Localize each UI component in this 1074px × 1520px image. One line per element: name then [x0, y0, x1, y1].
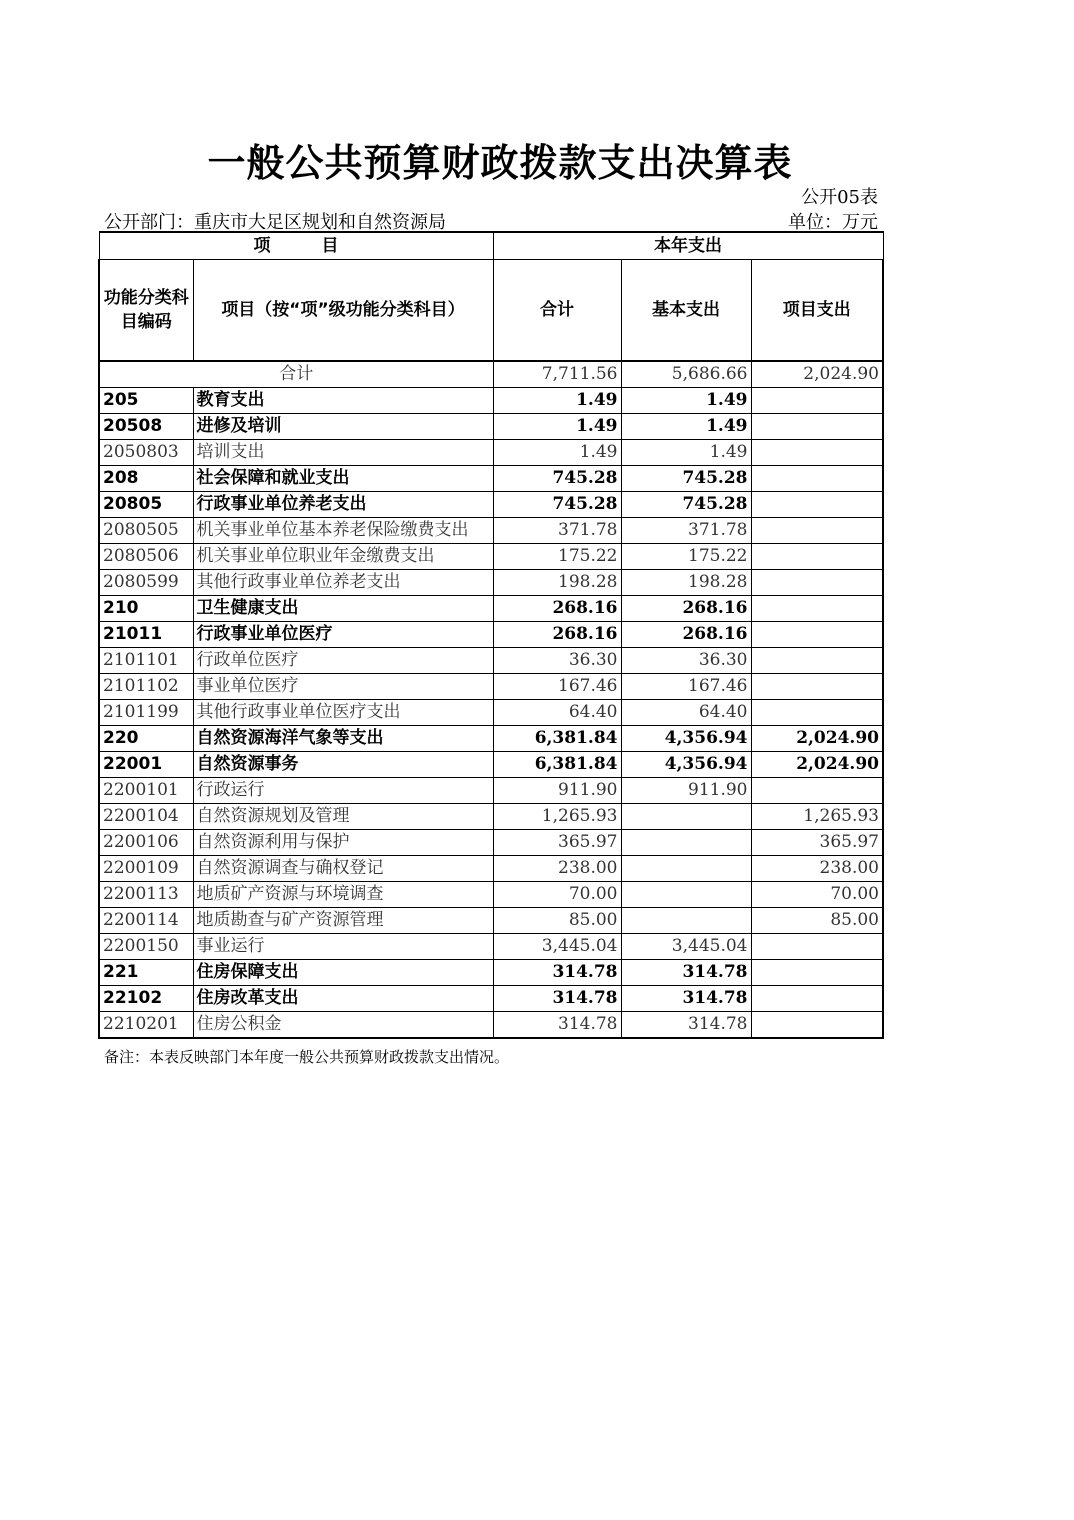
row-total: 238.00	[493, 856, 621, 882]
row-code: 22102	[99, 986, 193, 1012]
row-basic	[621, 908, 751, 934]
table-row	[99, 622, 883, 648]
row-name: 卫生健康支出	[193, 596, 493, 622]
table-row	[99, 492, 883, 518]
header-current-year: 本年支出	[493, 232, 883, 260]
row-basic: 3,445.04	[621, 934, 751, 960]
row-name: 教育支出	[193, 388, 493, 414]
row-code: 21011	[99, 622, 193, 648]
row-total: 314.78	[493, 960, 621, 986]
row-total: 167.46	[493, 674, 621, 700]
row-name: 行政事业单位养老支出	[193, 492, 493, 518]
row-name: 住房保障支出	[193, 960, 493, 986]
table-row	[99, 466, 883, 492]
row-basic: 745.28	[621, 466, 751, 492]
expenditure-table	[98, 231, 884, 1039]
header-basic: 基本支出	[621, 260, 751, 362]
total-label: 合计	[99, 361, 493, 388]
row-name: 自然资源事务	[193, 752, 493, 778]
row-total: 745.28	[493, 466, 621, 492]
row-total: 1.49	[493, 414, 621, 440]
row-total: 371.78	[493, 518, 621, 544]
page-title: 一般公共预算财政拨款支出决算表	[207, 141, 793, 185]
row-name: 培训支出	[193, 440, 493, 466]
row-total: 1.49	[493, 388, 621, 414]
total-total: 7,711.56	[493, 361, 621, 388]
row-basic: 4,356.94	[621, 726, 751, 752]
row-code: 2101199	[99, 700, 193, 726]
table-row	[99, 674, 883, 700]
row-code: 20805	[99, 492, 193, 518]
row-project	[751, 934, 883, 960]
row-basic: 911.90	[621, 778, 751, 804]
row-basic: 198.28	[621, 570, 751, 596]
row-name: 自然资源调查与确权登记	[193, 856, 493, 882]
header-row-1	[99, 232, 883, 260]
row-name: 事业单位医疗	[193, 674, 493, 700]
row-total: 745.28	[493, 492, 621, 518]
table-row	[99, 856, 883, 882]
table-row	[99, 960, 883, 986]
department-label: 公开部门：重庆市大足区规划和自然资源局	[104, 212, 446, 233]
row-name: 其他行政事业单位养老支出	[193, 570, 493, 596]
table-row	[99, 934, 883, 960]
total-basic: 5,686.66	[621, 361, 751, 388]
row-code: 221	[99, 960, 193, 986]
row-basic	[621, 804, 751, 830]
row-name: 进修及培训	[193, 414, 493, 440]
row-project: 1,265.93	[751, 804, 883, 830]
total-row	[99, 361, 883, 388]
row-project: 85.00	[751, 908, 883, 934]
row-code: 2200150	[99, 934, 193, 960]
row-total: 3,445.04	[493, 934, 621, 960]
row-code: 2101102	[99, 674, 193, 700]
unit-label: 单位：万元	[788, 212, 878, 233]
row-total: 314.78	[493, 1012, 621, 1039]
row-code: 2080599	[99, 570, 193, 596]
row-total: 1.49	[493, 440, 621, 466]
row-code: 2101101	[99, 648, 193, 674]
header-item-group: 项 目	[99, 232, 493, 260]
row-name: 行政事业单位医疗	[193, 622, 493, 648]
row-project	[751, 544, 883, 570]
row-basic: 1.49	[621, 414, 751, 440]
row-basic	[621, 830, 751, 856]
row-code: 2050803	[99, 440, 193, 466]
row-project	[751, 1012, 883, 1039]
row-basic: 314.78	[621, 986, 751, 1012]
table-body	[99, 388, 883, 1039]
row-project	[751, 388, 883, 414]
row-name: 事业运行	[193, 934, 493, 960]
row-name: 自然资源利用与保护	[193, 830, 493, 856]
table-row	[99, 544, 883, 570]
row-name: 社会保障和就业支出	[193, 466, 493, 492]
table-row	[99, 570, 883, 596]
footnote: 备注：本表反映部门本年度一般公共预算财政拨款支出情况。	[104, 1048, 510, 1066]
row-total: 175.22	[493, 544, 621, 570]
table-row	[99, 1012, 883, 1039]
row-name: 行政运行	[193, 778, 493, 804]
row-name: 住房公积金	[193, 1012, 493, 1039]
row-code: 2080505	[99, 518, 193, 544]
row-basic: 268.16	[621, 596, 751, 622]
row-name: 其他行政事业单位医疗支出	[193, 700, 493, 726]
table-row	[99, 440, 883, 466]
form-number: 公开05表	[801, 187, 878, 208]
row-project	[751, 986, 883, 1012]
table-row	[99, 648, 883, 674]
row-name: 自然资源海洋气象等支出	[193, 726, 493, 752]
table-row	[99, 596, 883, 622]
header-row-2	[99, 260, 883, 362]
row-name: 机关事业单位基本养老保险缴费支出	[193, 518, 493, 544]
row-project	[751, 674, 883, 700]
row-project	[751, 570, 883, 596]
row-total: 268.16	[493, 622, 621, 648]
row-project: 2,024.90	[751, 726, 883, 752]
row-project	[751, 622, 883, 648]
row-total: 268.16	[493, 596, 621, 622]
row-basic: 1.49	[621, 440, 751, 466]
row-project	[751, 596, 883, 622]
row-basic	[621, 856, 751, 882]
row-basic: 314.78	[621, 960, 751, 986]
row-project: 238.00	[751, 856, 883, 882]
row-code: 22001	[99, 752, 193, 778]
row-project	[751, 960, 883, 986]
row-basic: 314.78	[621, 1012, 751, 1039]
header-name: 项目（按“项”级功能分类科目）	[193, 260, 493, 362]
row-project	[751, 466, 883, 492]
row-basic: 64.40	[621, 700, 751, 726]
row-project: 2,024.90	[751, 752, 883, 778]
row-basic: 4,356.94	[621, 752, 751, 778]
table-row	[99, 518, 883, 544]
row-code: 2080506	[99, 544, 193, 570]
header-project: 项目支出	[751, 260, 883, 362]
table-row	[99, 752, 883, 778]
row-project: 70.00	[751, 882, 883, 908]
table-row	[99, 830, 883, 856]
row-name: 自然资源规划及管理	[193, 804, 493, 830]
row-code: 208	[99, 466, 193, 492]
row-name: 行政单位医疗	[193, 648, 493, 674]
row-name: 机关事业单位职业年金缴费支出	[193, 544, 493, 570]
row-code: 2200106	[99, 830, 193, 856]
row-total: 911.90	[493, 778, 621, 804]
table-row	[99, 388, 883, 414]
row-code: 2200114	[99, 908, 193, 934]
row-project: 365.97	[751, 830, 883, 856]
row-total: 70.00	[493, 882, 621, 908]
row-project	[751, 778, 883, 804]
table-row	[99, 908, 883, 934]
row-total: 314.78	[493, 986, 621, 1012]
table-row	[99, 986, 883, 1012]
row-basic: 745.28	[621, 492, 751, 518]
row-basic: 167.46	[621, 674, 751, 700]
row-total: 6,381.84	[493, 752, 621, 778]
row-name: 地质勘查与矿产资源管理	[193, 908, 493, 934]
row-project	[751, 648, 883, 674]
row-project	[751, 518, 883, 544]
table-row	[99, 778, 883, 804]
row-code: 2200109	[99, 856, 193, 882]
row-project	[751, 414, 883, 440]
row-total: 1,265.93	[493, 804, 621, 830]
row-basic: 1.49	[621, 388, 751, 414]
row-total: 198.28	[493, 570, 621, 596]
table-row	[99, 882, 883, 908]
row-code: 2200104	[99, 804, 193, 830]
row-basic	[621, 882, 751, 908]
row-total: 36.30	[493, 648, 621, 674]
row-basic: 371.78	[621, 518, 751, 544]
row-name: 住房改革支出	[193, 986, 493, 1012]
table-row	[99, 804, 883, 830]
row-basic: 36.30	[621, 648, 751, 674]
table-row	[99, 414, 883, 440]
table-row	[99, 700, 883, 726]
row-project	[751, 700, 883, 726]
row-name: 地质矿产资源与环境调查	[193, 882, 493, 908]
row-code: 2210201	[99, 1012, 193, 1039]
row-basic: 268.16	[621, 622, 751, 648]
row-code: 205	[99, 388, 193, 414]
table-row	[99, 726, 883, 752]
row-code: 2200101	[99, 778, 193, 804]
row-total: 365.97	[493, 830, 621, 856]
row-total: 6,381.84	[493, 726, 621, 752]
row-total: 85.00	[493, 908, 621, 934]
row-code: 2200113	[99, 882, 193, 908]
row-code: 20508	[99, 414, 193, 440]
row-basic: 175.22	[621, 544, 751, 570]
row-project	[751, 492, 883, 518]
row-code: 210	[99, 596, 193, 622]
row-code: 220	[99, 726, 193, 752]
header-total: 合计	[493, 260, 621, 362]
header-code: 功能分类科目编码	[99, 260, 193, 362]
row-project	[751, 440, 883, 466]
total-project: 2,024.90	[751, 361, 883, 388]
row-total: 64.40	[493, 700, 621, 726]
